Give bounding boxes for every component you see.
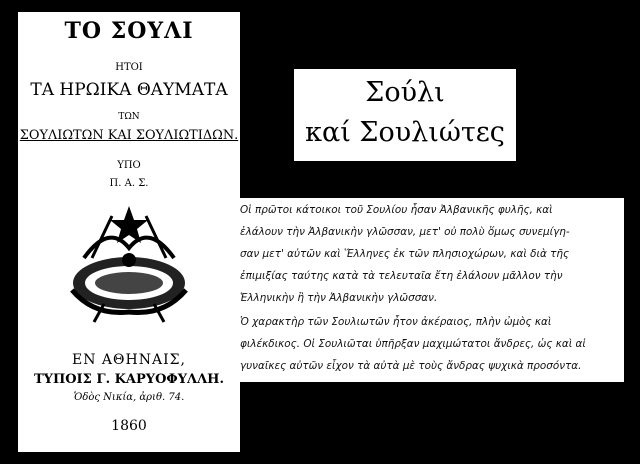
heading-box (294, 69, 516, 161)
excerpt-line: Οἱ πρῶτοι κάτοικοι τοῦ Σουλίου ἦσαν Ἀλβανικῆς φυλῆς, καὶ (240, 204, 553, 216)
publication-city: ΕΝ ΑΘΗΝΑΙΣ, (72, 352, 186, 368)
printer: ΤΥΠΟΙΣ Γ. ΚΑΡΥΟΦΥΛΛΗ. (34, 372, 224, 387)
publication-year: 1860 (111, 418, 147, 434)
book-title-page (18, 12, 240, 452)
book-subtitle: ΤΑ ΗΡΩΙΚΑ ΘΑΥΜΑΤΑ (30, 80, 228, 100)
excerpt-line: σαν μετ' αὐτῶν καὶ Ἕλληνες ἐκ τῶν πλησιοχώρων, καὶ διὰ τῆς (240, 248, 570, 260)
book-title: ΤΟ ΣΟΥΛΙ (64, 18, 194, 44)
book-conjunction: ΗΤΟΙ (115, 62, 143, 73)
printer-address: Ὁδὸς Νικία, ἀριθ. 74. (73, 392, 185, 403)
book-subtitle-names: ΣΟΥΛΙΩΤΩΝ ΚΑΙ ΣΟΥΛΙΩΤΙΔΩΝ. (19, 128, 239, 143)
excerpt-line: φιλέκδικος. Οἱ Σουλιῶται ὑπῆρξαν μαχιμώτατοι ἄνδρες, ὡς καὶ αἱ (240, 338, 586, 350)
text-excerpt (240, 198, 624, 382)
excerpt-line: Ὁ χαρακτὴρ τῶν Σουλιωτῶν ἦτον ἀκέραιος, πλὴν ὠμὸς καὶ (240, 316, 552, 328)
excerpt-line: ἐλάλουν τὴν Ἀλβανικὴν γλῶσσαν, μετ' οὐ πολὺ ὅμως συνεμίγη- (240, 226, 570, 238)
excerpt-line: ἐπιμιξίας ταύτης κατὰ τὰ τελευταῖα ἔτη ἐλάλουν μᾶλλον τὴν (240, 270, 563, 282)
book-article: ΤΩΝ (118, 112, 140, 122)
heading-line-2: καί Σουλιώτες (305, 117, 505, 148)
heading-line-1: Σούλι (365, 77, 445, 108)
excerpt-line: γυναῖκες αὐτῶν εἶχον τὰ αὐτὰ μὲ τοὺς ἄνδρας ψυχικὰ προσόντα. (240, 360, 582, 372)
author-initials: Π. Α. Σ. (109, 178, 149, 189)
decorative-vignette (64, 198, 194, 328)
excerpt-line: Ἑλληνικὴν ἢ τὴν Ἀλβανικὴν γλῶσσαν. (240, 292, 438, 304)
book-by: ΥΠΟ (117, 160, 141, 171)
